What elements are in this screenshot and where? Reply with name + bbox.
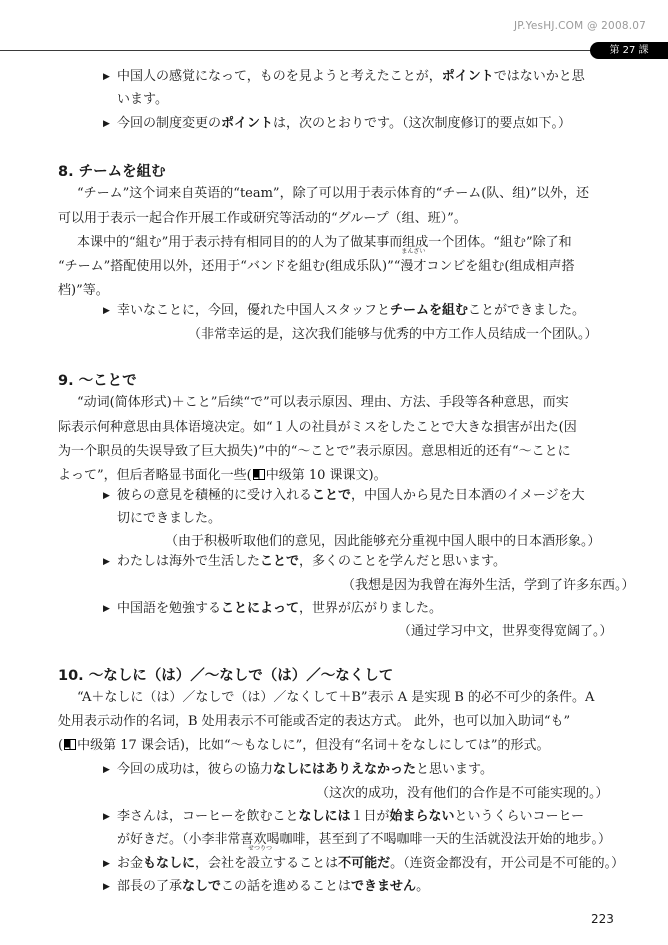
- intro-bullet-1-line2: います。: [117, 92, 168, 107]
- page-number: 223: [591, 912, 614, 926]
- section-8-heading: 8. チームを組む: [58, 164, 166, 180]
- triangle-bullet-icon: ▶: [103, 119, 110, 129]
- header-rule: [0, 50, 600, 51]
- triangle-bullet-icon: ▶: [103, 306, 110, 316]
- ruby-setsuritsu: せつりつ 設立: [247, 845, 274, 871]
- section-9-example-3: ▶ 中国語を勉強することによって，世界が広がりました。: [103, 599, 442, 619]
- section-9-para-line2: 际表示何种意思由具体语境决定。如“１人の社員がミスをしたことで大きな損害が出た(因: [58, 420, 577, 435]
- section-9-example-2: ▶ わたしは海外で生活したことで，多くのことを学んだと思います。: [103, 552, 506, 572]
- triangle-bullet-icon: ▶: [103, 882, 110, 892]
- book-icon: [64, 739, 76, 750]
- section-9-para-line4: よって”，但后者略显书面化一些( 中级第 10 课课文)。: [58, 468, 387, 483]
- section-9-example-2-translation: （我想是因为我曾在海外生活，学到了许多东西。）: [342, 578, 635, 593]
- intro-bullet-2: ▶ 今回の制度変更のポイントは，次のとおりです。（这次制度修订的要点如下。）: [103, 114, 571, 134]
- watermark-text: JP.YesHJ.COM @ 2008.07: [513, 20, 646, 32]
- section-8-para2-line2: “チーム”搭配使用以外，还用于“バンドを組む(组成乐队)”“ まんざい 漫才コンビを組む(组成相声搭: [58, 257, 574, 277]
- section-10-example-3: ▶ お金もなしに，会社を せつりつ 設立することは不可能だ。（连资金都没有，开公司是不可能的。）: [103, 854, 624, 874]
- triangle-bullet-icon: ▶: [103, 557, 110, 567]
- section-9-example-3-translation: （通过学习中文，世界变得宽阔了。）: [398, 624, 613, 639]
- section-10-example-4: ▶ 部長の了承なしでこの話を進めることはできません。: [103, 877, 429, 897]
- triangle-bullet-icon: ▶: [103, 72, 110, 82]
- triangle-bullet-icon: ▶: [103, 812, 110, 822]
- triangle-bullet-icon: ▶: [103, 765, 110, 775]
- lesson-tab: 第 27 課: [590, 42, 668, 59]
- section-10-para-line1: “A＋なしに（は）／なしで（は）／なくして＋B”表示 A 是实现 B 的必不可少的条件。A: [77, 690, 595, 705]
- section-10-example-1-translation: （这次的成功，没有他们的合作是不可能实现的。）: [316, 786, 609, 801]
- section-8-example-translation: （非常幸运的是，这次我们能够与优秀的中方工作人员结成一个团队。）: [188, 327, 598, 342]
- ruby-manzai: まんざい 漫才: [400, 248, 427, 274]
- intro-bullet-1-line1: ▶ 中国人の感覚になって，ものを見ようと考えたことが，ポイントではないかと思: [103, 67, 585, 87]
- section-10-para-line2: 处用表示动作的名词，B 处用表示不可能或否定的表达方式。 此外，也可以加入助词“も”: [58, 714, 571, 729]
- section-10-heading: 10. ～なしに（は）／～なしで（は）／～なくして: [58, 668, 394, 684]
- section-8-para1-line1: “チーム”这个词来自英语的“team”，除了可以用于表示体育的“チーム(队、组)”以外，还: [77, 186, 590, 201]
- section-8-para1-line2: 可以用于表示一起合作开展工作或研究等活动的“グループ（组、班）”。: [58, 211, 467, 226]
- section-9-heading: 9. ～ことで: [58, 373, 137, 389]
- book-icon: [253, 469, 265, 480]
- section-8-para2-line3: 档)”等。: [58, 283, 109, 298]
- section-8-para2-line1: 本课中的“組む”用于表示持有相同目的的人为了做某事而组成一个团体。“組む”除了和: [77, 235, 572, 250]
- section-9-example-1-translation: （由于积极听取他们的意见，因此能够充分重视中国人眼中的日本酒形象。）: [165, 534, 601, 549]
- section-8-example: ▶ 幸いなことに，今回，優れた中国人スタッフとチームを組むことができました。: [103, 301, 585, 321]
- section-9-para-line1: “动词(简体形式)＋こと”后续“で”可以表示原因、理由、方法、手段等各种意思，而实: [77, 395, 569, 410]
- section-10-example-2-line1: ▶ 李さんは，コーヒーを飲むことなしには１日が始まらないというくらいコーヒー: [103, 807, 584, 827]
- section-9-example-1-line2: 切にできました。: [117, 511, 222, 526]
- section-10-para-line3: ( 中级第 17 课会话)，比如“～もなしに”，但没有“名词＋をなしにしては”的形式。: [58, 738, 550, 753]
- triangle-bullet-icon: ▶: [103, 604, 110, 614]
- triangle-bullet-icon: ▶: [103, 859, 110, 869]
- section-10-example-2-line2: が好きだ。（小李非常喜欢喝咖啡，甚至到了不喝咖啡一天的生活就没法开始的地步。）: [117, 832, 612, 847]
- section-9-para-line3: 为一个职员的失误导致了巨大损失)”中的“～ことで”表示原因。意思相近的还有“～ことに: [58, 444, 571, 459]
- triangle-bullet-icon: ▶: [103, 491, 110, 501]
- section-9-example-1-line1: ▶ 彼らの意見を積極的に受け入れることで，中国人から見た日本酒のイメージを大: [103, 486, 585, 506]
- section-10-example-1: ▶ 今回の成功は，彼らの協力なしにはありえなかったと思います。: [103, 760, 493, 780]
